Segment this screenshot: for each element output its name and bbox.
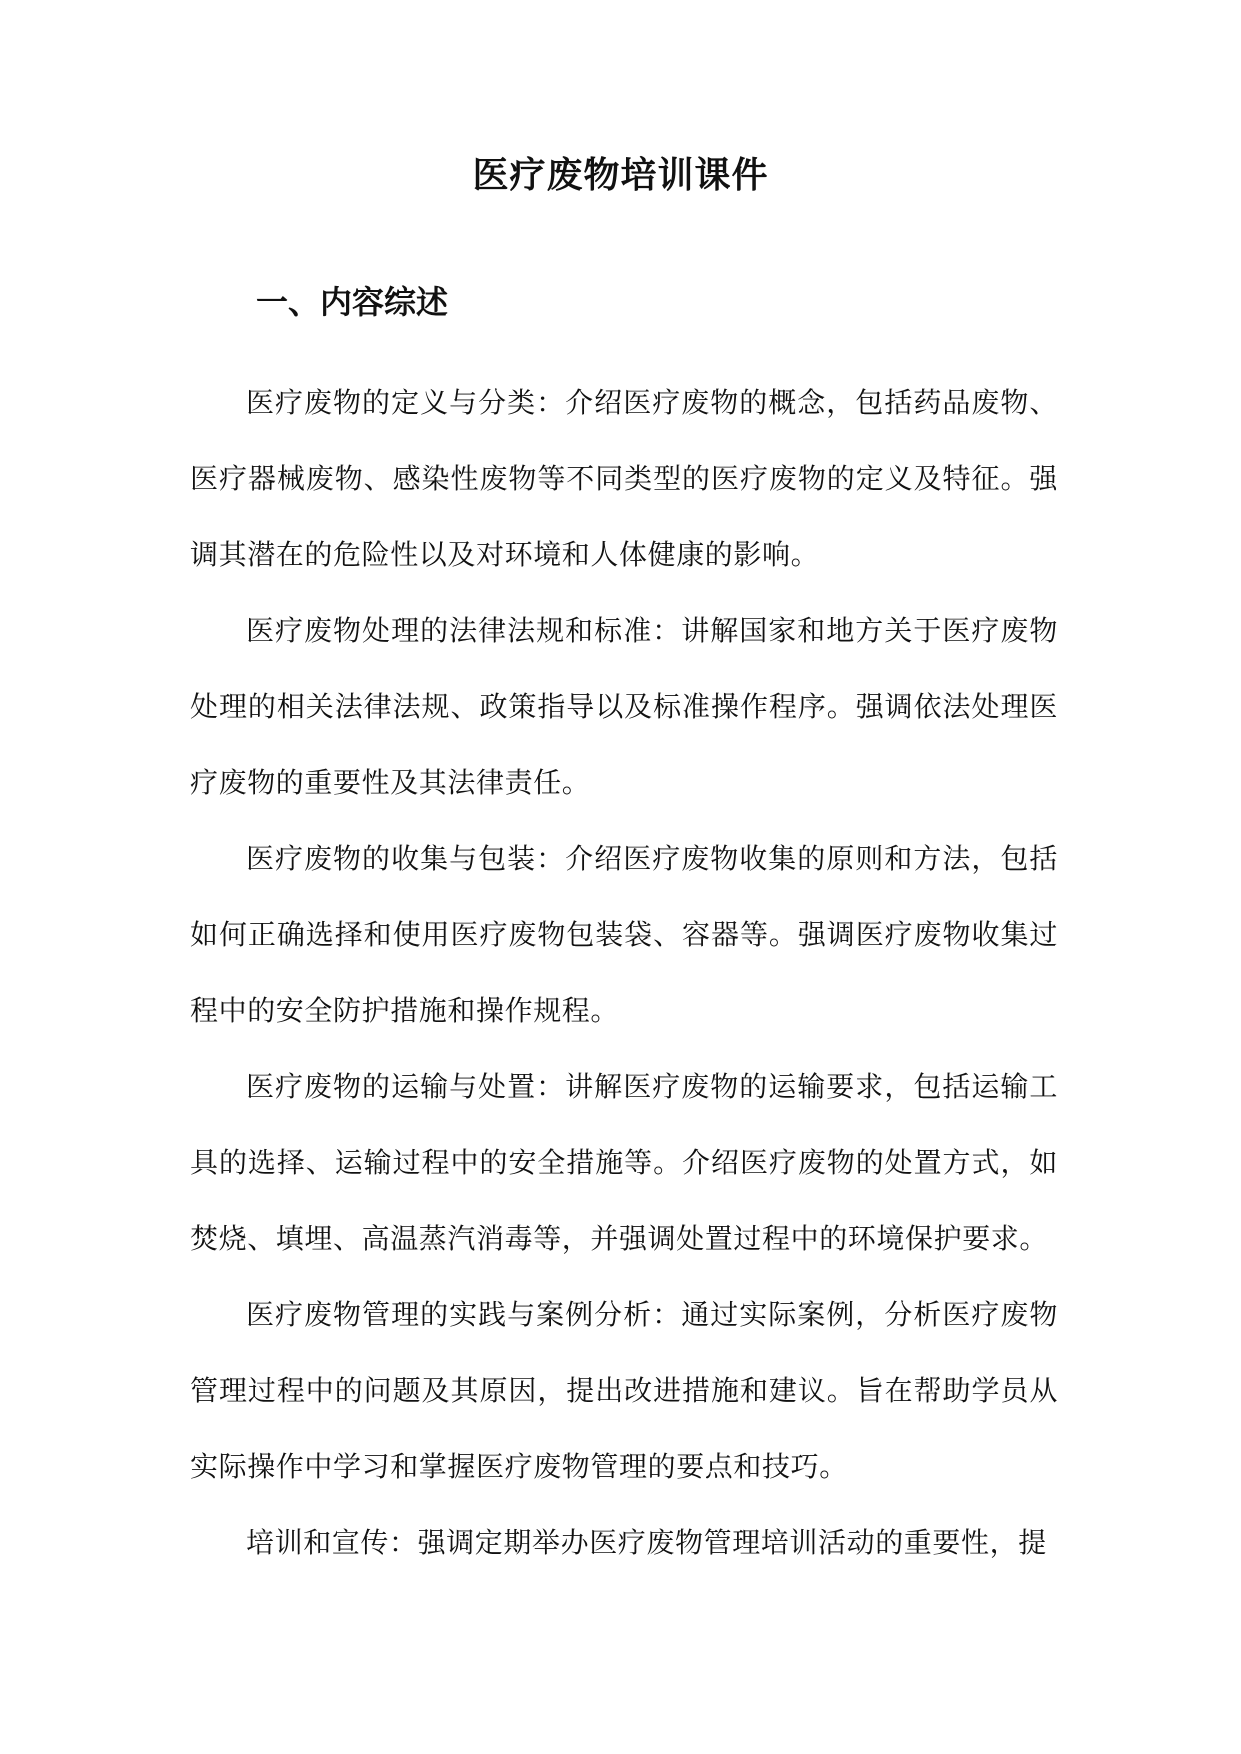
paragraph-training: 培训和宣传：强调定期举办医疗废物管理培训活动的重要性，提 bbox=[246, 1526, 1047, 1559]
section-heading: 一、内容综述 bbox=[256, 283, 449, 321]
paragraph-transport: 医疗废物的运输与处置：讲解医疗废物的运输要求，包括运输工具的选择、运输过程中的安全措施等。介绍医疗废物的处置方式，如焚烧、填埋、高温蒸汽消毒等，并强调处置过程中的环境保护要求。 bbox=[190, 1070, 1058, 1255]
paragraph-collection: 医疗废物的收集与包装：介绍医疗废物收集的原则和方法，包括如何正确选择和使用医疗废物包装袋、容器等。强调医疗废物收集过程中的安全防护措施和操作规程。 bbox=[190, 842, 1058, 1027]
paragraph-definition: 医疗废物的定义与分类：介绍医疗废物的概念，包括药品废物、医疗器械废物、感染性废物等不同类型的医疗废物的定义及特征。强调其潜在的危险性以及对环境和人体健康的影响。 bbox=[190, 386, 1058, 571]
paragraph-regulations: 医疗废物处理的法律法规和标准：讲解国家和地方关于医疗废物处理的相关法律法规、政策指导以及标准操作程序。强调依法处理医疗废物的重要性及其法律责任。 bbox=[190, 614, 1058, 799]
document-body bbox=[190, 365, 1058, 1581]
page-title: 医疗废物培训课件 bbox=[472, 154, 769, 196]
paragraph-case-analysis: 医疗废物管理的实践与案例分析：通过实际案例，分析医疗废物管理过程中的问题及其原因，提出改进措施和建议。旨在帮助学员从实际操作中学习和掌握医疗废物管理的要点和技巧。 bbox=[190, 1298, 1058, 1483]
